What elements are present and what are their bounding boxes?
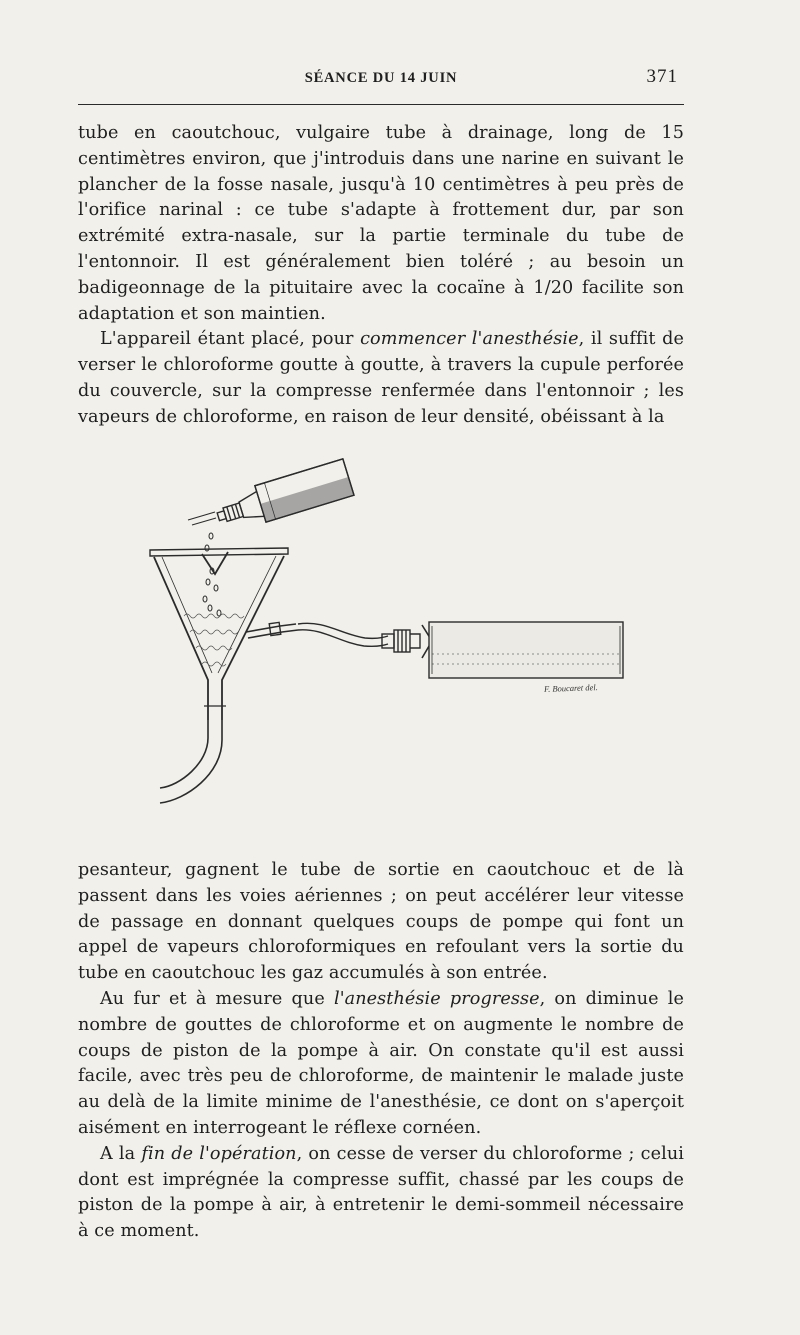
text-run: , on diminue le nombre de gouttes de chloroforme et on augmente le nombre de coups de piston de la pompe à air. On constate qu'il est aussi facile, avec très peu de chloroforme, de maintenir le malade juste au delà de la limite minime de l'anesthésie, ce dont on s'aperçoit aisément en interrogeant le réflexe cornéen. [78,988,685,1138]
italic-phrase: l'anesthésie progresse [333,988,540,1009]
text-run: pesanteur, gagnent le tube de sortie en caoutchouc et de là passent dans les voies aériennes ; on peut accélérer leur vitesse de passage en donnant quelques coups de pompe qui font un appel de vapeurs chloroformiques en refoulant vers la sortie du tube en caoutchouc les gaz accumulés à son entrée. [78,860,684,984]
chloroform-bottle [213,459,354,535]
paragraph [78,121,684,327]
paragraph [78,987,684,1142]
header-rule [78,104,684,105]
chloroform-apparatus-illustration [120,448,680,843]
paragraph [78,1142,684,1245]
illustrator-signature: F. Boucaret del. [543,682,598,694]
text-run: , on cesse de verser du chloroforme ; celui dont est imprégnée la compresse suffit, chassé par les coups de piston de la pompe à air, à entretenir le demi-sommeil nécessaire à ce moment. [78,1143,684,1242]
italic-phrase: fin de l'opération [141,1143,297,1164]
running-head [78,66,684,92]
page-number: 371 [646,66,678,87]
text-block-bottom [78,858,684,1245]
text-run: , il suffit de verser le chloroforme goutte à goutte, à travers la cupule perforée du couvercle, sur la compresse renfermée dans l'entonnoir ; les vapeurs de chloroforme, en raison de leur densité, obéissant à la [78,329,684,427]
text-run: A la [100,1143,142,1164]
running-head-title: SÉANCE DU 14 JUIN [304,70,458,86]
apparatus-figure [120,448,680,843]
paragraph [78,327,684,430]
text-run: L'appareil étant placé, pour [100,329,361,350]
text-block-top [78,121,684,431]
italic-phrase: commencer l'anesthésie [360,329,579,350]
text-run: tube en caoutchouc, vulgaire tube à drainage, long de 15 centimètres environ, que j'introduis dans une narine en suivant le plancher de la fosse nasale, jusqu'à 10 centimètres à peu près de l'orifice narinal : ce tube s'adapte à frottement dur, par son extrémité extra-nasale, sur la partie terminale du tube de l'entonnoir. Il est généralement bien toléré ; au besoin un badigeonnage de la pituitaire avec la cocaïne à 1/20 facilite son adaptation et son maintien. [78,123,684,324]
paragraph [78,858,684,987]
text-run: Au fur et à mesure que [100,988,334,1009]
